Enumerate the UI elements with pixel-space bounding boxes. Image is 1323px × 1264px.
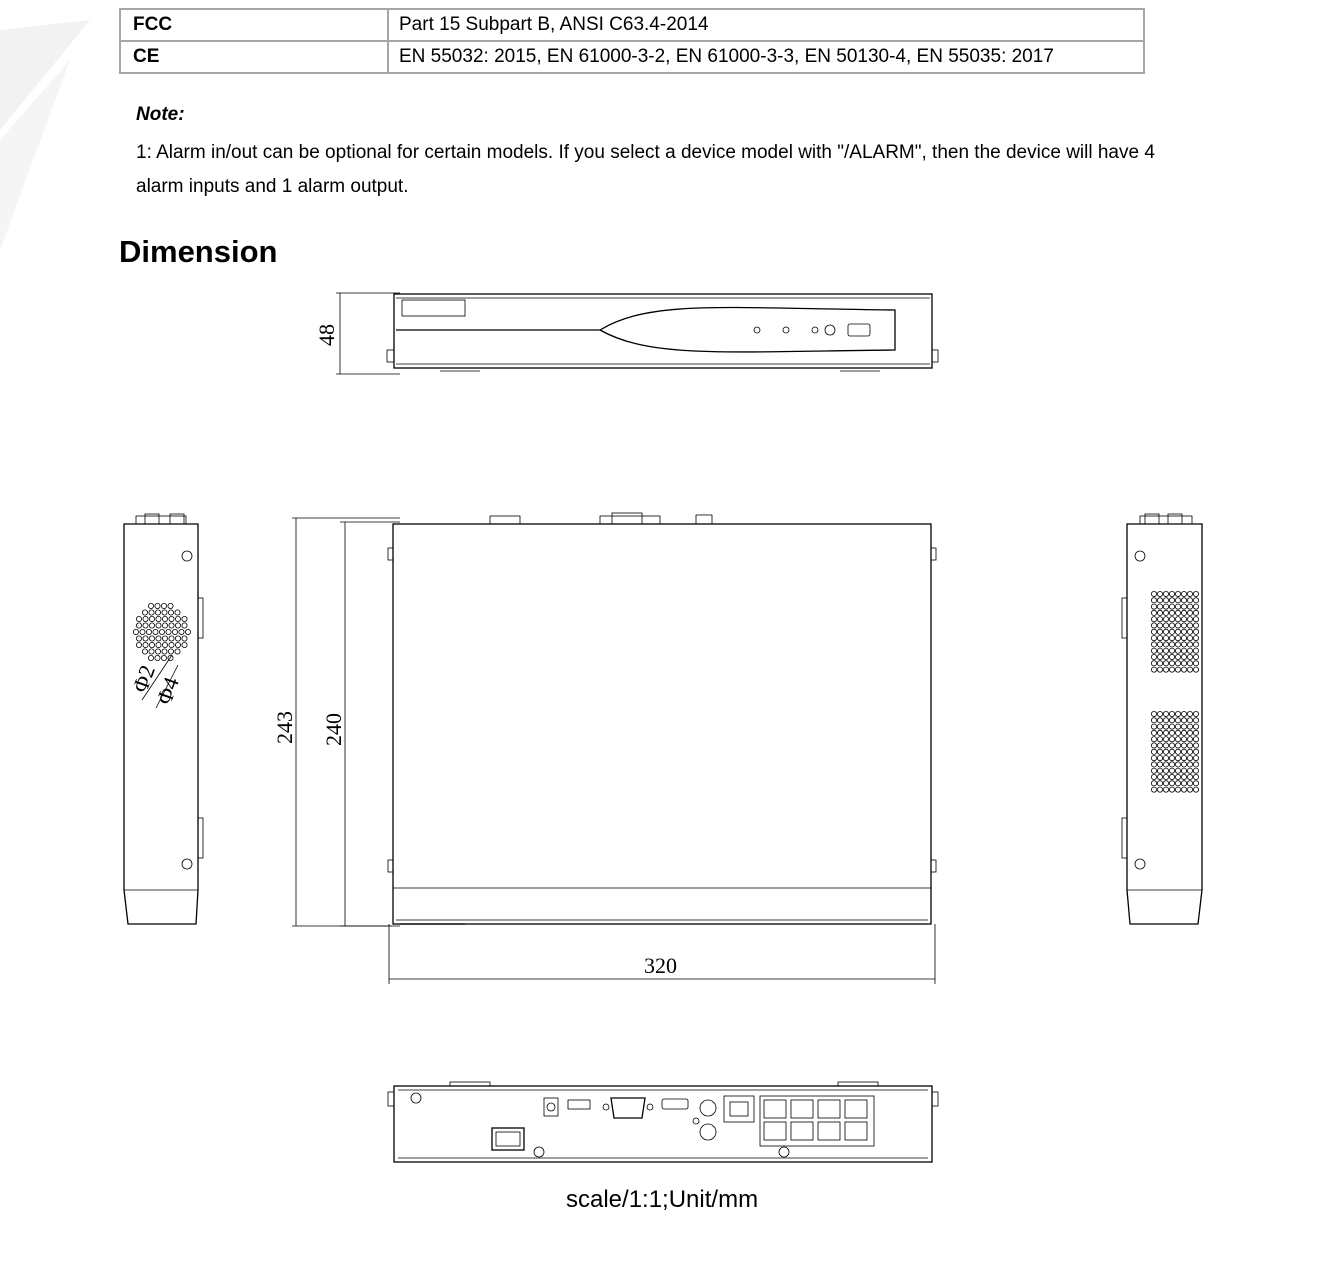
watermark-logo: [0, 20, 90, 250]
depth-inner-label: 240: [321, 713, 346, 746]
spec-key: FCC: [120, 9, 388, 41]
depth-outer-label: 243: [272, 711, 297, 744]
scale-caption: scale/1:1;Unit/mm: [566, 1186, 759, 1213]
note-title: Note:: [136, 104, 185, 125]
rear-view: [388, 1082, 938, 1162]
hole-small-label: Φ2: [127, 661, 160, 696]
spec-value: EN 55032: 2015, EN 61000-3-2, EN 61000-3-3, EN 50130-4, EN 55035: 2017: [388, 41, 1144, 73]
spec-value: Part 15 Subpart B, ANSI C63.4-2014: [388, 9, 1144, 41]
hole-large-label: Φ4: [151, 673, 184, 708]
note-text: 1: Alarm in/out can be optional for certain models. If you select a device model with "/ALARM", then the device will have 4 alarm inputs and 1 alarm output.: [136, 142, 1155, 197]
section-title: Dimension: [119, 234, 278, 269]
front-view: [336, 293, 938, 374]
height-label: 48: [314, 324, 339, 346]
right-side-view: [1122, 514, 1202, 924]
width-label: 320: [644, 953, 677, 978]
spec-key: CE: [120, 41, 388, 73]
left-side-view: [124, 514, 203, 924]
top-view: [292, 513, 936, 984]
